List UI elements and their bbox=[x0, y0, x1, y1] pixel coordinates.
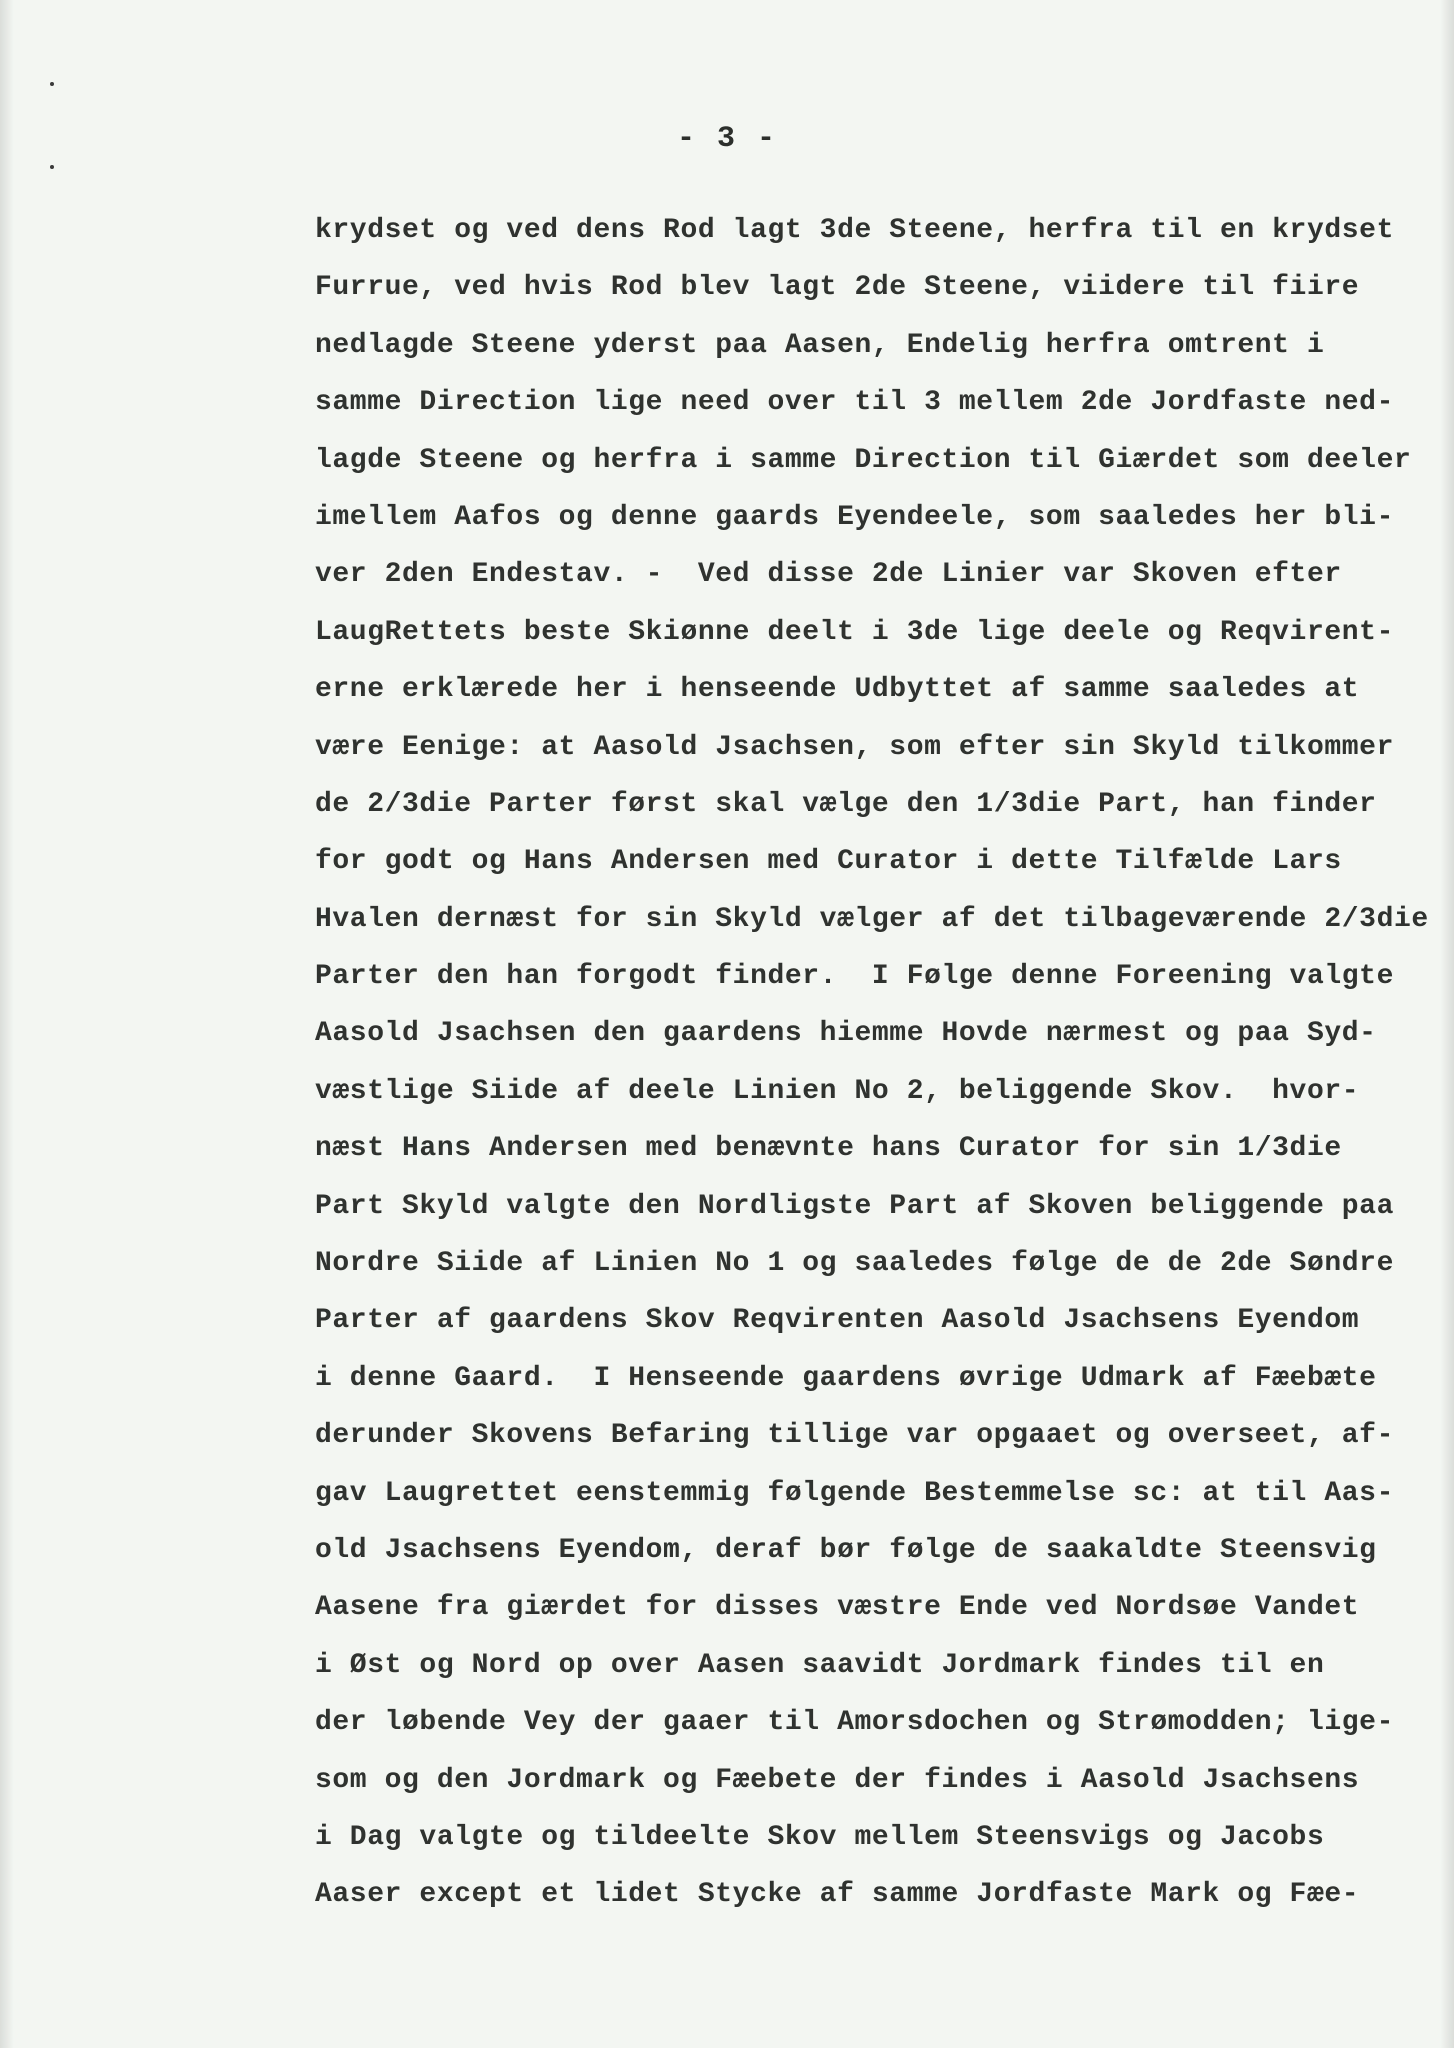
text-line: lagde Steene og herfra i samme Direction til Giærdet som deeler bbox=[315, 444, 1412, 476]
text-line: i denne Gaard. I Henseende gaardens øvrige Udmark af Fæebæte bbox=[315, 1362, 1377, 1394]
margin-mark bbox=[50, 82, 54, 86]
text-line: samme Direction lige need over til 3 mellem 2de Jordfaste ned- bbox=[315, 387, 1394, 419]
body-text bbox=[315, 202, 1447, 1924]
text-line: væstlige Siide af deele Linien No 2, beliggende Skov. hvor- bbox=[315, 1075, 1360, 1107]
left-edge-shadow bbox=[0, 0, 14, 2048]
text-line: Aasene fra giærdet for disses væstre Ende ved Nordsøe Vandet bbox=[315, 1592, 1360, 1624]
text-line: Furrue, ved hvis Rod blev lagt 2de Steene, viidere til fiire bbox=[315, 272, 1360, 304]
text-line: næst Hans Andersen med benævnte hans Curator for sin 1/3die bbox=[315, 1133, 1342, 1165]
text-line: imellem Aafos og denne gaards Eyendeele, som saaledes her bli- bbox=[315, 501, 1394, 533]
text-line: old Jsachsens Eyendom, deraf bør følge de saakaldte Steensvig bbox=[315, 1534, 1377, 1566]
text-line: Aaser except et lidet Stycke af samme Jordfaste Mark og Fæe- bbox=[315, 1879, 1360, 1911]
text-line: ver 2den Endestav. - Ved disse 2de Linier var Skoven efter bbox=[315, 559, 1342, 591]
text-line: for godt og Hans Andersen med Curator i dette Tilfælde Lars bbox=[315, 846, 1342, 878]
text-line: de 2/3die Parter først skal vælge den 1/3die Part, han finder bbox=[315, 788, 1377, 820]
text-line: Parter af gaardens Skov Reqvirenten Aasold Jsachsens Eyendom bbox=[315, 1305, 1360, 1337]
page-number: - 3 - bbox=[676, 122, 777, 156]
text-line: som og den Jordmark og Fæebete der findes i Aasold Jsachsens bbox=[315, 1764, 1360, 1796]
text-line: Nordre Siide af Linien No 1 og saaledes følge de de 2de Søndre bbox=[315, 1248, 1394, 1280]
text-line: erne erklærede her i henseende Udbyttet af samme saaledes at bbox=[315, 674, 1360, 706]
text-line: der løbende Vey der gaaer til Amorsdochen og Strømodden; lige- bbox=[315, 1707, 1394, 1739]
text-line: gav Laugrettet eenstemmig følgende Bestemmelse sc: at til Aas- bbox=[315, 1477, 1394, 1509]
text-line: være Eenige: at Aasold Jsachsen, som efter sin Skyld tilkommer bbox=[315, 731, 1394, 763]
text-line: nedlagde Steene yderst paa Aasen, Endelig herfra omtrent i bbox=[315, 329, 1325, 361]
text-line: derunder Skovens Befaring tillige var opgaaet og overseet, af- bbox=[315, 1420, 1394, 1452]
text-line: Part Skyld valgte den Nordligste Part af Skoven beliggende paa bbox=[315, 1190, 1394, 1222]
text-line: i Øst og Nord op over Aasen saavidt Jordmark findes til en bbox=[315, 1649, 1325, 1681]
text-line: Hvalen dernæst for sin Skyld vælger af det tilbageværende 2/3die bbox=[315, 903, 1429, 935]
text-line: krydset og ved dens Rod lagt 3de Steene, herfra til en krydset bbox=[315, 215, 1394, 246]
margin-mark bbox=[50, 165, 54, 169]
text-line: i Dag valgte og tildeelte Skov mellem Steensvigs og Jacobs bbox=[315, 1821, 1325, 1853]
text-line: Parter den han forgodt finder. I Følge denne Foreening valgte bbox=[315, 961, 1394, 993]
text-line: LaugRettets beste Skiønne deelt i 3de lige deele og Reqvirent- bbox=[315, 616, 1394, 648]
text-line: Aasold Jsachsen den gaardens hiemme Hovde nærmest og paa Syd- bbox=[315, 1018, 1377, 1050]
